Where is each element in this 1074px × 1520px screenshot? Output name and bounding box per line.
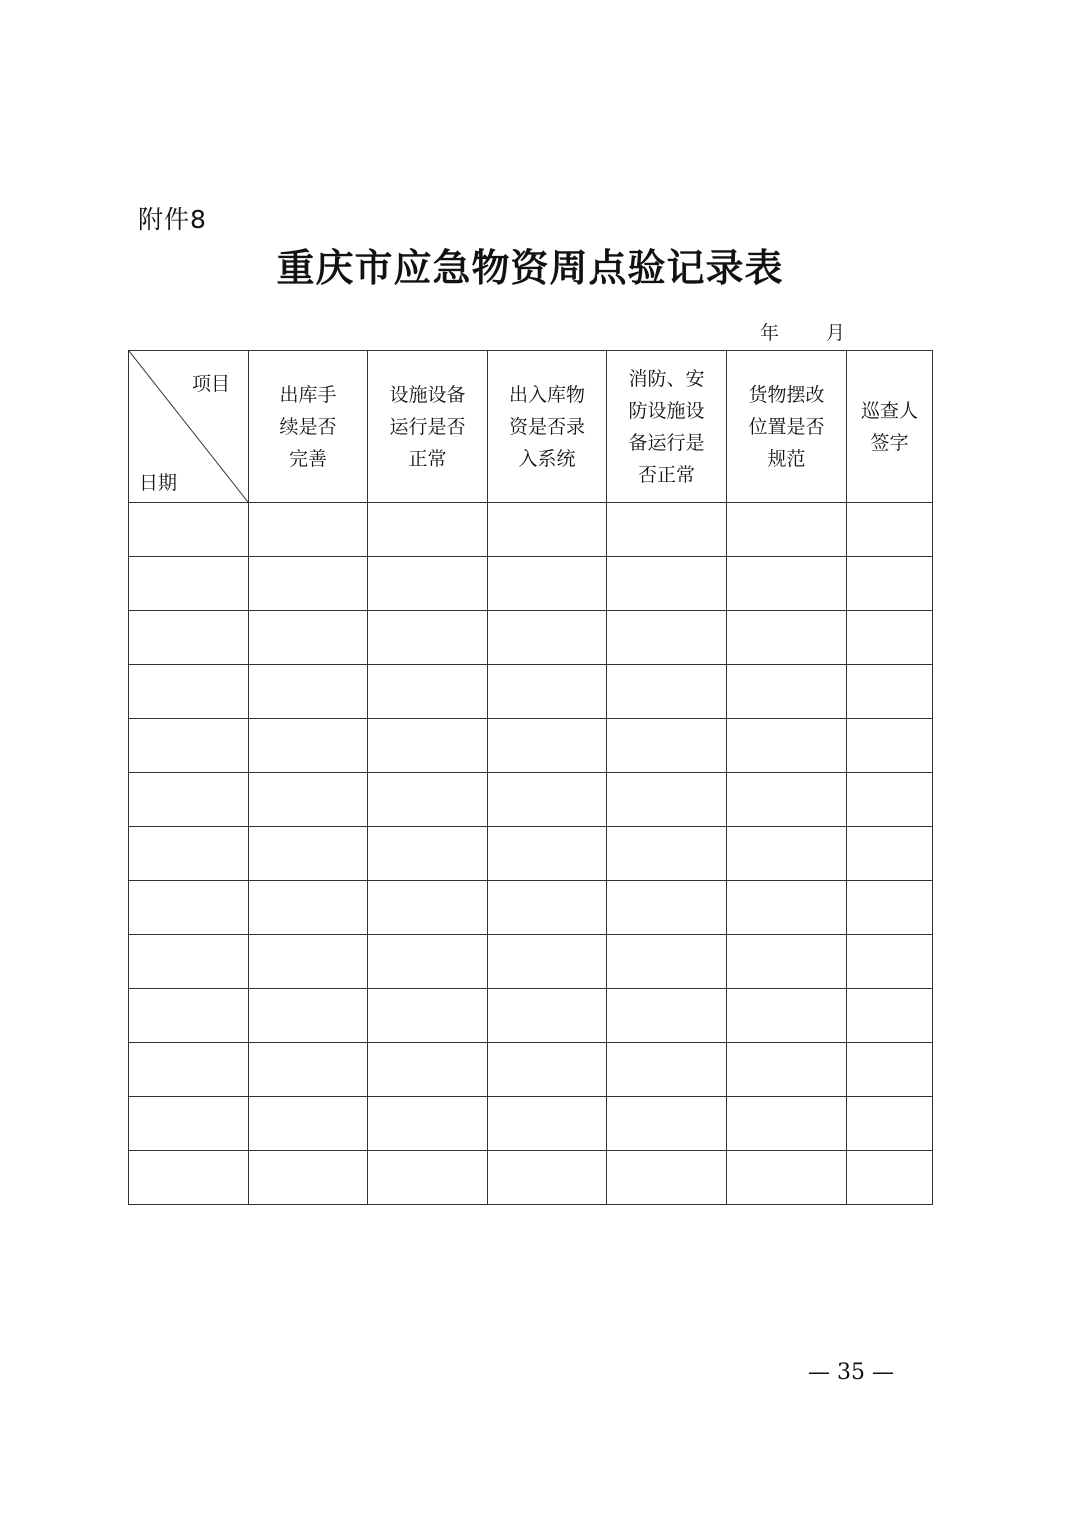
- header-date-label: 日期: [139, 472, 178, 494]
- header-label: 出入库物资是否录入系统: [508, 383, 585, 470]
- record-cell[interactable]: [607, 665, 727, 719]
- record-cell[interactable]: [847, 881, 933, 935]
- record-cell[interactable]: [847, 1151, 933, 1205]
- record-cell[interactable]: [368, 719, 488, 773]
- record-cell[interactable]: [488, 1097, 607, 1151]
- record-cell[interactable]: [607, 503, 727, 557]
- record-cell[interactable]: [847, 665, 933, 719]
- record-cell[interactable]: [727, 827, 847, 881]
- document-title: 重庆市应急物资周点验记录表: [276, 245, 784, 290]
- record-cell[interactable]: [368, 1151, 488, 1205]
- date-cell[interactable]: [129, 557, 249, 611]
- table-header-row: [129, 351, 933, 503]
- record-cell[interactable]: [249, 989, 368, 1043]
- record-cell[interactable]: [727, 1097, 847, 1151]
- header-column-2: [368, 351, 488, 503]
- inspection-record-table: [128, 350, 933, 1205]
- record-cell[interactable]: [727, 719, 847, 773]
- date-cell[interactable]: [129, 719, 249, 773]
- record-cell[interactable]: [607, 557, 727, 611]
- table-row: [129, 1151, 933, 1205]
- record-cell[interactable]: [727, 557, 847, 611]
- record-cell[interactable]: [607, 719, 727, 773]
- header-column-1: [249, 351, 368, 503]
- header-column-5: [727, 351, 847, 503]
- attachment-label: 附件8: [138, 205, 207, 234]
- header-corner-cell: [129, 351, 249, 503]
- date-cell[interactable]: [129, 935, 249, 989]
- page-number: — 35 —: [808, 1360, 894, 1385]
- date-cell[interactable]: [129, 1043, 249, 1097]
- date-month-label: 月: [826, 322, 846, 344]
- record-cell[interactable]: [488, 665, 607, 719]
- record-cell[interactable]: [249, 1151, 368, 1205]
- record-cell[interactable]: [368, 557, 488, 611]
- header-column-4: [607, 351, 727, 503]
- record-cell[interactable]: [368, 1097, 488, 1151]
- table-row: [129, 827, 933, 881]
- record-cell[interactable]: [607, 935, 727, 989]
- record-cell[interactable]: [249, 1043, 368, 1097]
- date-cell[interactable]: [129, 611, 249, 665]
- date-cell[interactable]: [129, 827, 249, 881]
- date-year-label: 年: [760, 322, 780, 344]
- record-cell[interactable]: [727, 1151, 847, 1205]
- record-cell[interactable]: [727, 989, 847, 1043]
- header-column-6: [847, 351, 933, 503]
- record-cell[interactable]: [368, 935, 488, 989]
- record-cell[interactable]: [488, 1151, 607, 1205]
- record-cell[interactable]: [368, 503, 488, 557]
- record-cell[interactable]: [727, 611, 847, 665]
- date-cell[interactable]: [129, 665, 249, 719]
- table-row: [129, 719, 933, 773]
- record-cell[interactable]: [368, 773, 488, 827]
- record-cell[interactable]: [488, 827, 607, 881]
- table-body: [129, 503, 933, 1205]
- table-row: [129, 935, 933, 989]
- record-cell[interactable]: [607, 773, 727, 827]
- record-cell[interactable]: [249, 611, 368, 665]
- record-cell[interactable]: [488, 1043, 607, 1097]
- header-label: 出库手续是否完善: [279, 383, 337, 470]
- date-cell[interactable]: [129, 989, 249, 1043]
- record-cell[interactable]: [488, 773, 607, 827]
- record-cell[interactable]: [847, 557, 933, 611]
- record-cell[interactable]: [607, 881, 727, 935]
- record-cell[interactable]: [488, 719, 607, 773]
- record-cell[interactable]: [249, 1097, 368, 1151]
- record-cell[interactable]: [727, 881, 847, 935]
- record-cell[interactable]: [847, 503, 933, 557]
- record-cell[interactable]: [727, 1043, 847, 1097]
- date-cell[interactable]: [129, 1097, 249, 1151]
- record-cell[interactable]: [249, 557, 368, 611]
- record-cell[interactable]: [847, 827, 933, 881]
- record-cell[interactable]: [368, 1043, 488, 1097]
- record-cell[interactable]: [607, 1151, 727, 1205]
- header-item-label: 项目: [191, 373, 230, 395]
- record-cell[interactable]: [847, 773, 933, 827]
- record-cell[interactable]: [607, 827, 727, 881]
- record-cell[interactable]: [847, 989, 933, 1043]
- header-label: 设施设备运行是否正常: [389, 383, 466, 470]
- header-label: 货物摆改位置是否规范: [748, 383, 825, 470]
- record-cell[interactable]: [368, 665, 488, 719]
- record-cell[interactable]: [488, 557, 607, 611]
- record-cell[interactable]: [607, 611, 727, 665]
- record-cell[interactable]: [488, 989, 607, 1043]
- record-cell[interactable]: [249, 719, 368, 773]
- date-cell[interactable]: [129, 881, 249, 935]
- record-cell[interactable]: [847, 1043, 933, 1097]
- record-cell[interactable]: [607, 989, 727, 1043]
- header-column-3: [488, 351, 607, 503]
- record-cell[interactable]: [847, 611, 933, 665]
- table-row: [129, 1097, 933, 1151]
- date-cell[interactable]: [129, 773, 249, 827]
- record-cell[interactable]: [727, 665, 847, 719]
- table-row: [129, 611, 933, 665]
- table-row: [129, 881, 933, 935]
- record-cell[interactable]: [368, 989, 488, 1043]
- record-cell[interactable]: [368, 611, 488, 665]
- date-cell[interactable]: [129, 503, 249, 557]
- record-cell[interactable]: [727, 935, 847, 989]
- record-cell[interactable]: [488, 881, 607, 935]
- header-label: 巡查人签字: [860, 399, 918, 454]
- table-row: [129, 773, 933, 827]
- table-row: [129, 503, 933, 557]
- record-cell[interactable]: [488, 611, 607, 665]
- record-cell[interactable]: [607, 1097, 727, 1151]
- date-cell[interactable]: [129, 1151, 249, 1205]
- record-cell[interactable]: [847, 719, 933, 773]
- record-cell[interactable]: [727, 773, 847, 827]
- record-cell[interactable]: [249, 503, 368, 557]
- table-row: [129, 557, 933, 611]
- record-cell[interactable]: [727, 503, 847, 557]
- record-cell[interactable]: [249, 827, 368, 881]
- table-row: [129, 665, 933, 719]
- header-label: 消防、安防设施设备运行是否正常: [628, 367, 705, 486]
- table-row: [129, 1043, 933, 1097]
- table-row: [129, 989, 933, 1043]
- record-cell[interactable]: [368, 881, 488, 935]
- record-cell[interactable]: [488, 935, 607, 989]
- record-cell[interactable]: [249, 935, 368, 989]
- record-cell[interactable]: [249, 881, 368, 935]
- record-cell[interactable]: [368, 827, 488, 881]
- record-cell[interactable]: [249, 665, 368, 719]
- record-cell[interactable]: [847, 935, 933, 989]
- record-cell[interactable]: [847, 1097, 933, 1151]
- record-cell[interactable]: [249, 773, 368, 827]
- record-cell[interactable]: [607, 1043, 727, 1097]
- record-cell[interactable]: [488, 503, 607, 557]
